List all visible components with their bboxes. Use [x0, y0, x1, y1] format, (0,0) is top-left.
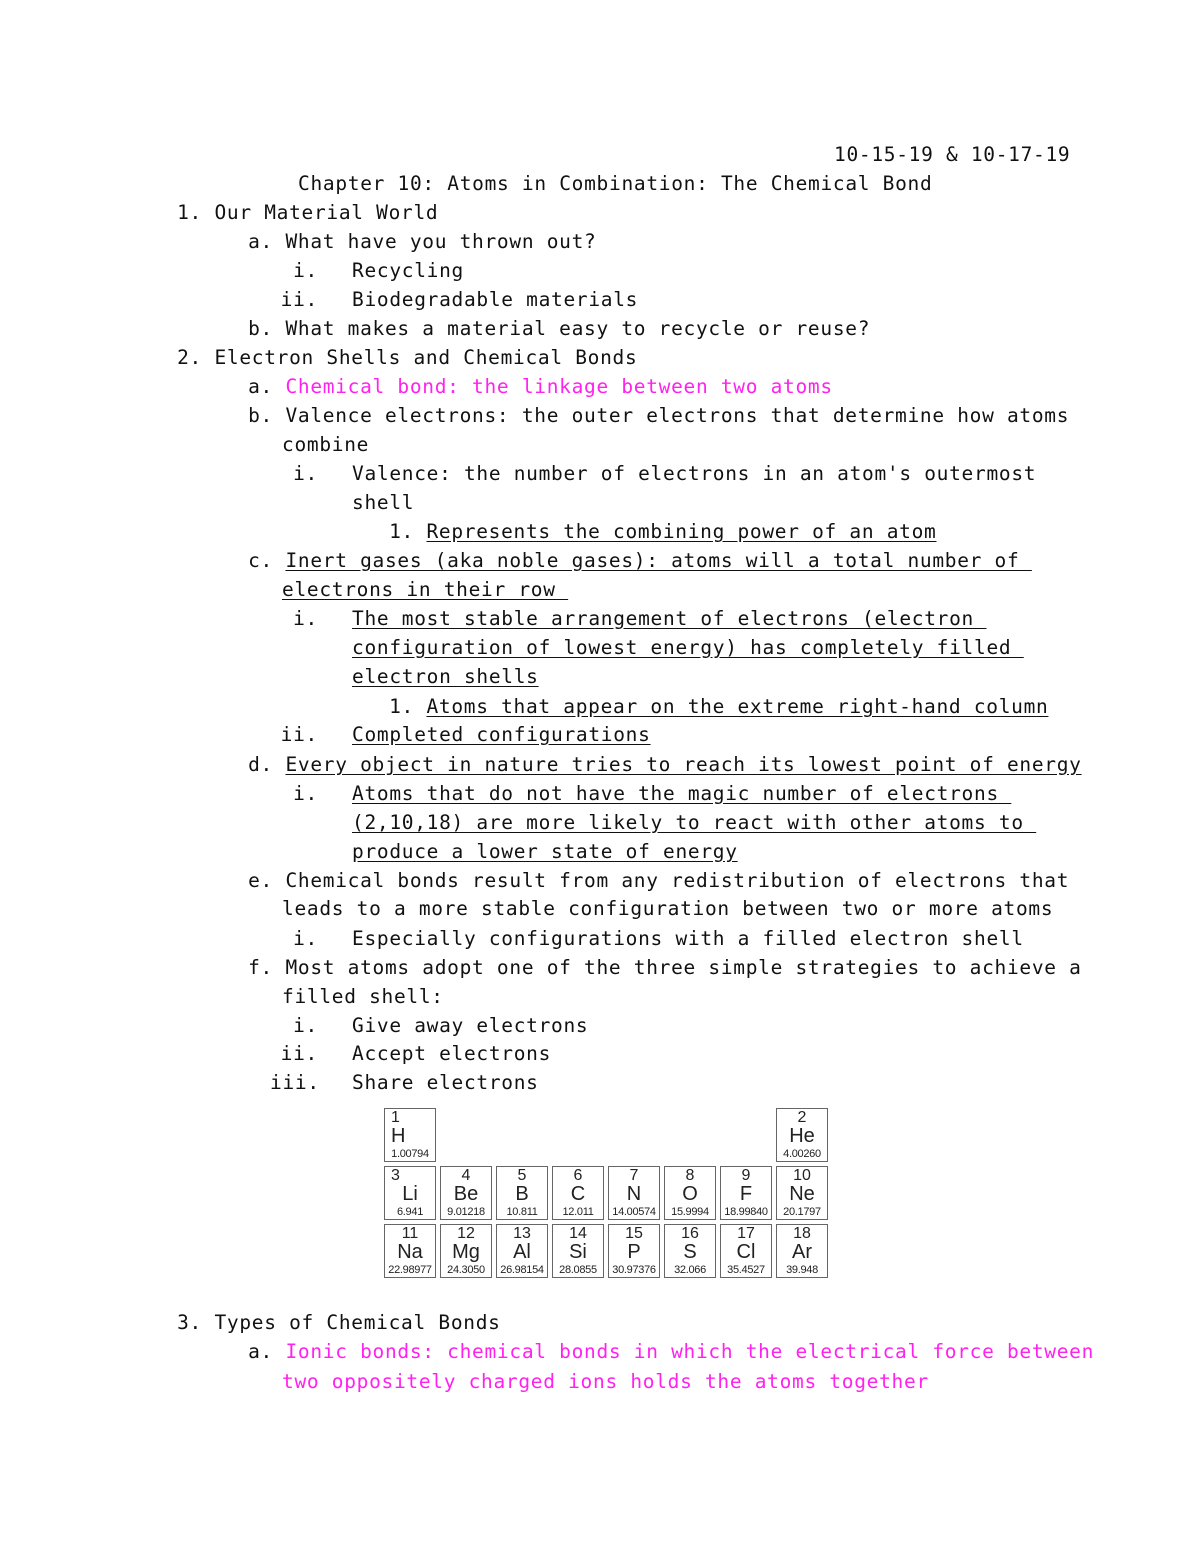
item-2f-ii: ii. Accept electrons — [280, 1042, 552, 1065]
item-3a-cont: two oppositely charged ions holds the atoms together — [282, 1370, 929, 1393]
element-cell-al: 13 Al 26.98154 — [496, 1224, 548, 1278]
section-1: 1. Our Material World — [177, 201, 439, 224]
element-cell-li: 3 Li 6.941 — [384, 1166, 436, 1220]
element-cell-he: 2 He 4.00260 — [776, 1108, 828, 1162]
item-2d: d. Every object in nature tries to reach its lowest point of energy — [248, 753, 1082, 776]
item-2a: a. Chemical bond: the linkage between two atoms — [248, 375, 833, 398]
item-2e-cont: leads to a more stable configuration between two or more atoms — [282, 897, 1054, 920]
item-2f: f. Most atoms adopt one of the three simple strategies to achieve a — [248, 956, 1082, 979]
item-2c: c. Inert gases (aka noble gases): atoms will a total number of — [248, 549, 1032, 572]
item-2c-i-cont2: electron shells — [352, 665, 539, 688]
date-header: 10-15-19 & 10-17-19 — [834, 143, 1071, 166]
element-cell-mg: 12 Mg 24.3050 — [440, 1224, 492, 1278]
element-cell-p: 15 P 30.97376 — [608, 1224, 660, 1278]
element-cell-n: 7 N 14.00574 — [608, 1166, 660, 1220]
element-cell-b: 5 B 10.811 — [496, 1166, 548, 1220]
item-1b: b. What makes a material easy to recycle or reuse? — [248, 317, 871, 340]
item-2c-i: i. The most stable arrangement of electrons (electron — [293, 607, 987, 630]
element-cell-be: 4 Be 9.01218 — [440, 1166, 492, 1220]
element-cell-f: 9 F 18.99840 — [720, 1166, 772, 1220]
element-cell-cl: 17 Cl 35.4527 — [720, 1224, 772, 1278]
element-cell-h: 1 H 1.00794 — [384, 1108, 436, 1162]
chapter-title: Chapter 10: Atoms in Combination: The Chemical Bond — [298, 172, 933, 195]
item-1a-ii: ii. Biodegradable materials — [280, 288, 639, 311]
section-3: 3. Types of Chemical Bonds — [177, 1311, 501, 1334]
item-2d-i-cont2: produce a lower state of energy — [352, 840, 738, 863]
item-2d-i: i. Atoms that do not have the magic number of electrons — [293, 782, 1012, 805]
element-cell-o: 8 O 15.9994 — [664, 1166, 716, 1220]
item-2b-i-cont: shell — [352, 491, 415, 514]
item-3a: a. Ionic bonds: chemical bonds in which the electrical force between — [248, 1340, 1095, 1363]
item-2e: e. Chemical bonds result from any redistribution of electrons that — [248, 869, 1070, 892]
item-2c-i-1: 1. Atoms that appear on the extreme right-hand column — [389, 695, 1049, 718]
item-2e-i: i. Especially configurations with a filled electron shell — [293, 927, 1024, 950]
element-cell-s: 16 S 32.066 — [664, 1224, 716, 1278]
element-cell-c: 6 C 12.011 — [552, 1166, 604, 1220]
periodic-table — [384, 1108, 836, 1281]
item-2b-i-1: 1. Represents the combining power of an atom — [389, 520, 937, 543]
item-2f-iii: iii. Share electrons — [270, 1071, 539, 1094]
item-2c-ii: ii. Completed configurations — [280, 723, 651, 746]
item-2c-cont: electrons in their row — [282, 578, 569, 601]
item-1a: a. What have you thrown out? — [248, 230, 597, 253]
element-cell-si: 14 Si 28.0855 — [552, 1224, 604, 1278]
item-2c-i-cont1: configuration of lowest energy) has completely filled — [352, 636, 1024, 659]
section-2: 2. Electron Shells and Chemical Bonds — [177, 346, 638, 369]
element-cell-ne: 10 Ne 20.1797 — [776, 1166, 828, 1220]
element-cell-na: 11 Na 22.98977 — [384, 1224, 436, 1278]
item-2d-i-cont1: (2,10,18) are more likely to react with other atoms to — [352, 811, 1037, 834]
element-cell-ar: 18 Ar 39.948 — [776, 1224, 828, 1278]
item-2b-i: i. Valence: the number of electrons in an atom's outermost — [293, 462, 1037, 485]
item-2f-cont: filled shell: — [282, 985, 444, 1008]
item-2b: b. Valence electrons: the outer electrons that determine how atoms — [248, 404, 1070, 427]
item-1a-i: i. Recycling — [293, 259, 464, 282]
item-2b-cont: combine — [282, 433, 370, 456]
item-2f-i: i. Give away electrons — [293, 1014, 589, 1037]
